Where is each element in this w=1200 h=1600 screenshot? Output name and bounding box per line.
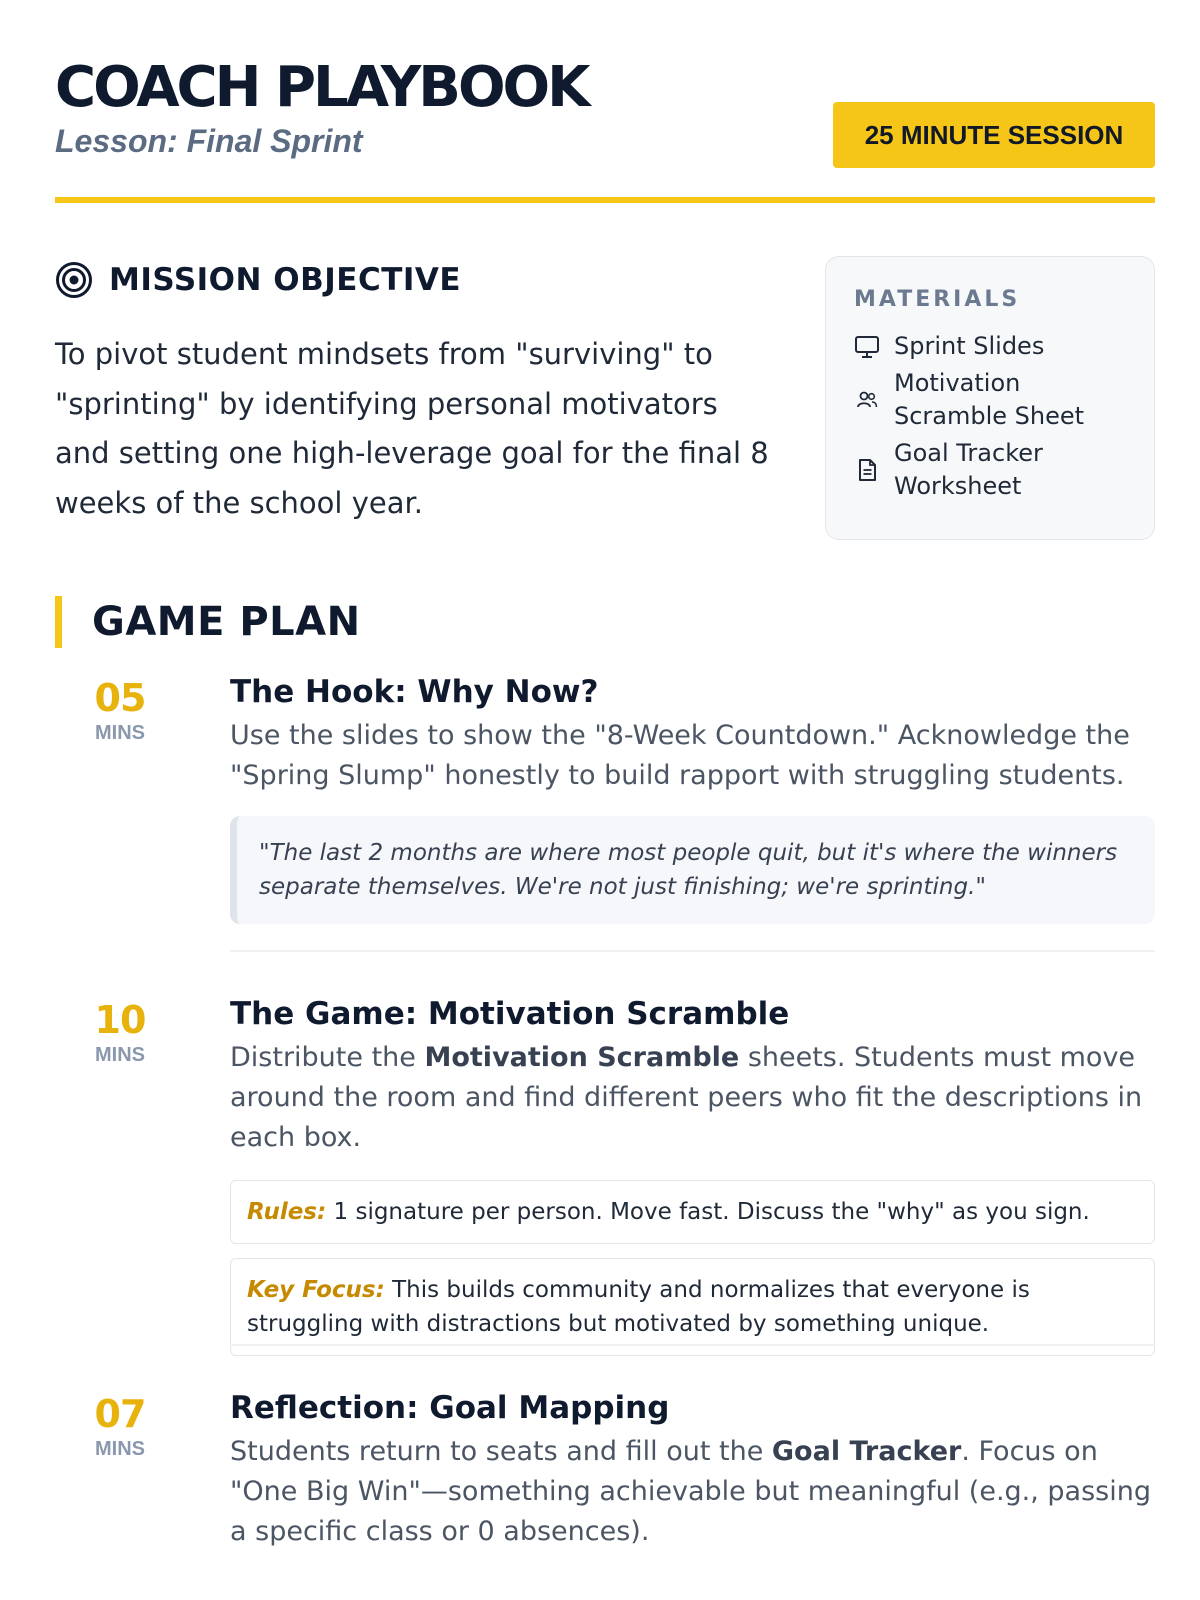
session-length-badge: 25 MINUTE SESSION xyxy=(833,102,1155,168)
text-segment: Students return to seats and fill out the xyxy=(230,1436,772,1467)
mission-header xyxy=(55,258,775,302)
materials-title: MATERIALS xyxy=(854,287,1021,312)
material-label: Sprint Slides xyxy=(894,332,1045,360)
key-focus-note xyxy=(230,1258,1155,1356)
rules-key: Rules: xyxy=(247,1199,327,1225)
minutes-label: MINS xyxy=(95,722,145,744)
materials-list xyxy=(854,330,1130,503)
focus-text: This builds community and normalizes that everyone is struggling with distractions but motivated by something unique. xyxy=(247,1277,1030,1337)
step-body xyxy=(230,672,1155,924)
material-item-sprint-slides xyxy=(854,330,1130,363)
text-segment: Distribute the xyxy=(230,1042,425,1073)
materials-card xyxy=(825,256,1155,540)
step-duration xyxy=(55,676,185,745)
users-icon xyxy=(854,390,880,410)
minutes-value: 05 xyxy=(94,676,146,720)
lesson-subtitle: Lesson: Final Sprint xyxy=(55,123,363,159)
rules-text: 1 signature per person. Move fast. Discuss the "why" as you sign. xyxy=(326,1199,1090,1225)
text-segment: sheets. Students must move around the room and find different peers who fit the descriptions in each box. xyxy=(230,1042,1143,1153)
step-divider xyxy=(230,1344,1155,1346)
step-duration xyxy=(55,998,185,1067)
step-duration xyxy=(55,1392,185,1461)
step-description: Use the slides to show the "8-Week Countdown." Acknowledge the "Spring Slump" honestly to build rapport with struggling students. xyxy=(230,720,1130,791)
mission-section xyxy=(55,258,775,528)
step-description xyxy=(230,1038,1155,1158)
material-label: Goal Tracker Worksheet xyxy=(894,439,1043,500)
mission-text: To pivot student mindsets from "surviving" to "sprinting" by identifying personal motivators and setting one high-leverage goal for the final 8 weeks of the school year. xyxy=(55,337,769,520)
step-title: The Game: Motivation Scramble xyxy=(230,996,790,1032)
text-bold-segment: Goal Tracker xyxy=(771,1436,962,1467)
game-plan-title: GAME PLAN xyxy=(92,599,361,645)
minutes-value: 07 xyxy=(94,1392,146,1436)
material-item-goal-tracker xyxy=(854,437,1130,503)
text-bold-segment: Motivation Scramble xyxy=(424,1042,740,1073)
mission-title: MISSION OBJECTIVE xyxy=(109,262,462,298)
target-icon xyxy=(55,261,93,299)
minutes-label: MINS xyxy=(95,1438,145,1460)
step-description xyxy=(230,1432,1155,1552)
material-label: Motivation Scramble Sheet xyxy=(894,369,1085,430)
step-title: Reflection: Goal Mapping xyxy=(230,1390,670,1426)
text-segment: . Focus on "One Big Win"—something achievable but meaningful (e.g., passing a specific class or 0 absences). xyxy=(230,1436,1151,1547)
minutes-value: 10 xyxy=(94,998,146,1042)
document-icon xyxy=(854,458,880,482)
focus-key: Key Focus: xyxy=(247,1277,385,1303)
rules-note xyxy=(230,1180,1155,1244)
game-plan-header xyxy=(55,596,361,648)
step-title: The Hook: Why Now? xyxy=(230,674,599,710)
material-item-motivation-scramble xyxy=(854,367,1130,433)
step-body xyxy=(230,1388,1155,1552)
monitor-icon xyxy=(854,335,880,359)
header xyxy=(55,55,1155,203)
minutes-label: MINS xyxy=(95,1044,145,1066)
coach-quote: "The last 2 months are where most people quit, but it's where the winners separate themselves. We're not just finishing; we're sprinting." xyxy=(230,816,1155,924)
step-body xyxy=(230,994,1155,1356)
page-title: COACH PLAYBOOK xyxy=(55,55,588,120)
step-divider xyxy=(230,950,1155,952)
